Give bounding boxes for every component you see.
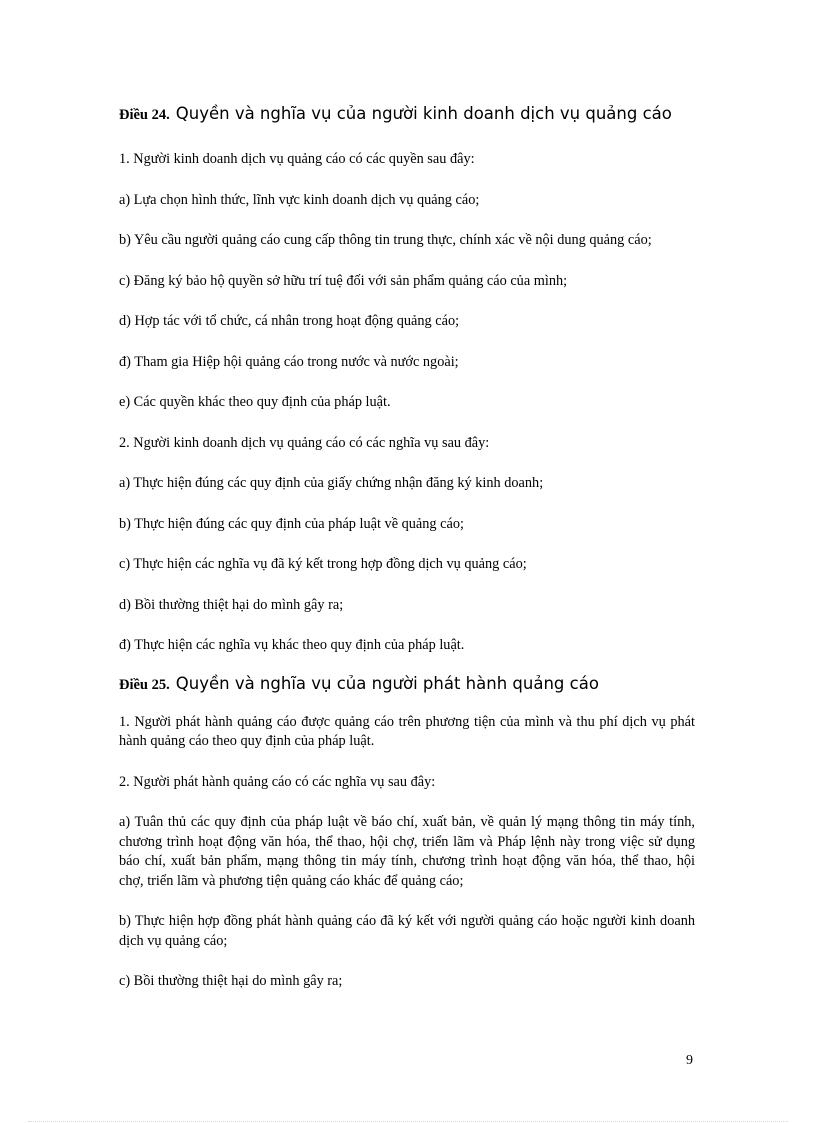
article-25-clause-2a: a) Tuân thủ các quy định của pháp luật về báo chí, xuất bản, về quản lý mạng thông tin máy tính, chương trình hoạt động văn hóa, thể thao, hội chợ, triển lãm và Pháp lệnh này trong việc sử dụng báo chí, xuất bản phẩm, mạng thông tin máy tính, chương trình hoạt động văn hóa, thể thao, hội chợ, triển lãm và phương tiện quảng cáo khác để quảng cáo; — [119, 814, 695, 889]
article-24-clause-2b: b) Thực hiện đúng các quy định của pháp luật về quảng cáo; — [119, 515, 464, 532]
article-24-clause-1e: e) Các quyền khác theo quy định của pháp luật. — [119, 394, 391, 410]
article-24-clause-1: 1. Người kinh doanh dịch vụ quảng cáo có các quyền sau đây: — [119, 151, 475, 167]
article-25-clause-2: 2. Người phát hành quảng cáo có các nghĩa vụ sau đây: — [119, 773, 436, 790]
article-24-clause-1dd: đ) Tham gia Hiệp hội quảng cáo trong nước và nước ngoài; — [119, 353, 459, 370]
article-24-clause-1a: a) Lựa chọn hình thức, lĩnh vực kinh doanh dịch vụ quảng cáo; — [119, 191, 480, 208]
article-25-heading — [119, 671, 695, 696]
article-24-clause-1b: b) Yêu cầu người quảng cáo cung cấp thông tin trung thực, chính xác về nội dung quảng cáo; — [119, 232, 652, 248]
page-bottom-divider — [28, 1121, 788, 1122]
article-25-clause-2b: b) Thực hiện hợp đồng phát hành quảng cáo đã ký kết với người quảng cáo hoặc người kinh doanh dịch vụ quảng cáo; — [119, 913, 695, 949]
article-24-clause-1c: c) Đăng ký bảo hộ quyền sở hữu trí tuệ đối với sản phẩm quảng cáo của mình; — [119, 272, 568, 289]
article-24-clause-2dd: đ) Thực hiện các nghĩa vụ khác theo quy định của pháp luật. — [119, 637, 465, 653]
article-24-clause-2c: c) Thực hiện các nghĩa vụ đã ký kết trong hợp đồng dịch vụ quảng cáo; — [119, 556, 527, 572]
article-24-clause-2a: a) Thực hiện đúng các quy định của giấy chứng nhận đăng ký kinh doanh; — [119, 475, 544, 491]
article-25-clause-2c: c) Bồi thường thiệt hại do mình gây ra; — [119, 973, 343, 989]
article-24-heading — [119, 101, 695, 126]
article-24-clause-2: 2. Người kinh doanh dịch vụ quảng cáo có các nghĩa vụ sau đây: — [119, 434, 490, 451]
article-25-title: Quyền và nghĩa vụ của người phát hành quảng cáo — [175, 673, 599, 693]
article-24-title: Quyền và nghĩa vụ của người kinh doanh dịch vụ quảng cáo — [175, 104, 672, 123]
article-24-clause-2d: d) Bồi thường thiệt hại do mình gây ra; — [119, 596, 344, 613]
article-24-number: Điều 24. — [119, 107, 170, 123]
article-25-clause-1: 1. Người phát hành quảng cáo được quảng cáo trên phương tiện của mình và thu phí dịch vụ phát hành quảng cáo theo quy định của pháp luật. — [119, 713, 695, 749]
article-24-clause-1d: d) Hợp tác với tổ chức, cá nhân trong hoạt động quảng cáo; — [119, 313, 460, 329]
article-25-number: Điều 25. — [119, 676, 170, 693]
page-content — [119, 101, 695, 992]
page-number: 9 — [686, 1053, 693, 1068]
